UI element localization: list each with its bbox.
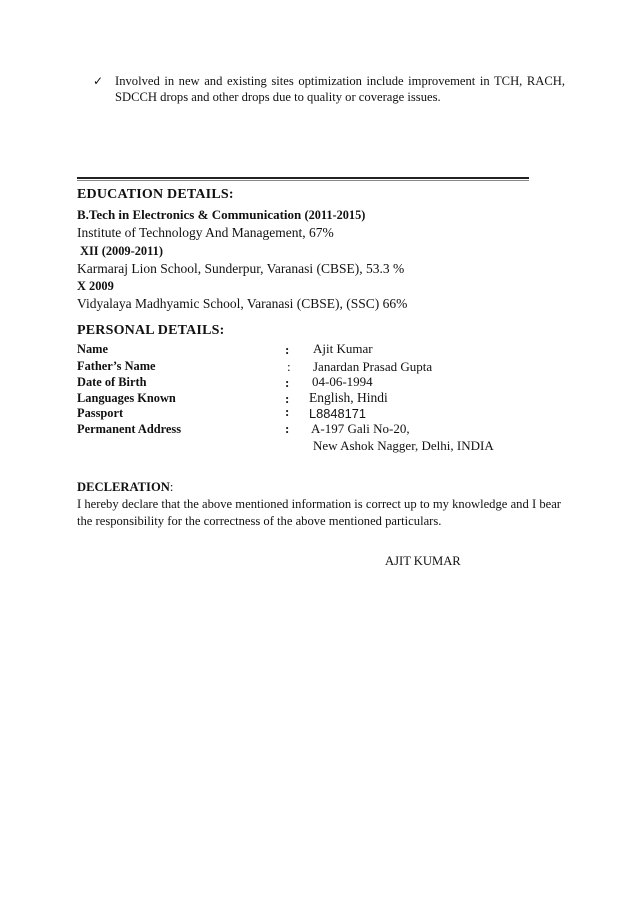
dob-value: 04-06-1994: [312, 374, 373, 389]
languages-value: English, Hindi: [309, 390, 388, 405]
declaration-heading-text: DECLERATION: [77, 480, 170, 494]
languages-colon: :: [285, 391, 290, 406]
signature: AJIT KUMAR: [385, 554, 461, 568]
father-name-value: Janardan Prasad Gupta: [313, 359, 433, 374]
bullet-text: Involved in new and existing sites optimization include improvement in TCH, RACH, SDCCH drops and other drops due to quality or coverage issues.: [115, 74, 565, 104]
declaration-text: I hereby declare that the above mentioned information is correct up to my knowledge and I bear the responsibility for the correctness of the above mentioned particulars.: [77, 497, 561, 528]
name-label: Name: [77, 342, 108, 356]
btech-title: B.Tech in Electronics & Communication: [77, 207, 302, 222]
btech-institute: Institute of Technology And Management, 67%: [77, 225, 334, 240]
personal-heading: PERSONAL DETAILS:: [77, 323, 225, 338]
xii-title: XII (2009-2011): [80, 244, 163, 258]
father-name-label: Father’s Name: [77, 359, 156, 373]
education-heading: EDUCATION DETAILS:: [77, 187, 234, 202]
passport-value: L8848171: [309, 406, 366, 421]
btech-years: (2011-2015): [304, 208, 366, 222]
declaration-heading: [77, 480, 173, 495]
passport-label: Passport: [77, 406, 124, 420]
section-divider-shadow: [77, 180, 529, 181]
address-colon: :: [285, 421, 290, 436]
section-divider: [77, 177, 529, 179]
dob-colon: :: [285, 375, 290, 390]
address-line1: A-197 Gali No-20,: [311, 421, 410, 436]
btech-degree: [77, 207, 365, 223]
x-school: Vidyalaya Madhyamic School, Varanasi (CBSE), (SSC) 66%: [77, 296, 408, 311]
checkmark-icon: ✓: [93, 74, 104, 88]
address-label: Permanent Address: [77, 422, 182, 436]
name-value: Ajit Kumar: [313, 341, 373, 356]
xii-school: Karmaraj Lion School, Sunderpur, Varanasi (CBSE), 53.3 %: [77, 261, 405, 276]
declaration-heading-colon: :: [169, 480, 174, 494]
passport-colon: :: [285, 404, 290, 419]
name-colon: :: [285, 342, 290, 357]
languages-label: Languages Known: [77, 391, 176, 405]
x-title: X 2009: [77, 279, 114, 293]
father-name-colon: :: [287, 359, 291, 374]
dob-label: Date of Birth: [77, 375, 147, 389]
address-line2: New Ashok Nagger, Delhi, INDIA: [313, 438, 494, 453]
